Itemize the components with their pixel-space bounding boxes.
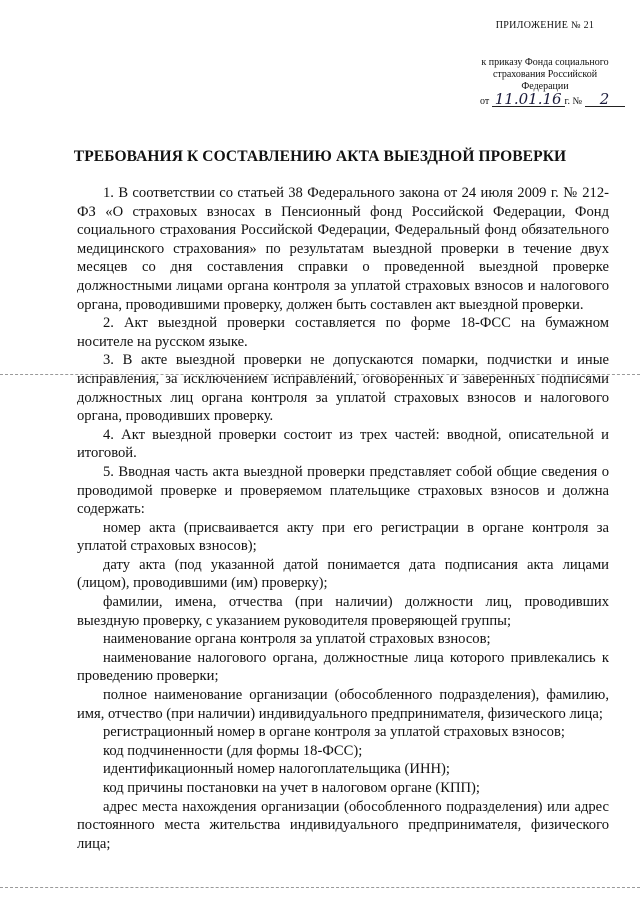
paragraph: наименование налогового органа, должностные лица которого привлекались к проведению проверки;	[77, 649, 609, 685]
paragraph: адрес места нахождения организации (обособленного подразделения) или адрес постоянного места жительства индивидуального предпринимателя, физического лица;	[77, 798, 609, 852]
paragraph: 2. Акт выездной проверки составляется по форме 18-ФСС на бумажном носителе на русском языке.	[77, 315, 609, 350]
date-mid: г. №	[564, 96, 583, 107]
page-title: ТРЕБОВАНИЯ К СОСТАВЛЕНИЮ АКТА ВЫЕЗДНОЙ ПРОВЕРКИ	[73, 148, 567, 165]
appendix-header	[470, 20, 620, 108]
paragraph: полное наименование организации (обособленного подразделения), фамилию, имя, отчество (при наличии) индивидуального предпринимателя, физического лица;	[77, 687, 609, 722]
paragraph: код причины постановки на учет в налоговом органе (КПП);	[103, 780, 480, 796]
appendix-subtitle-line: Федерации	[521, 81, 569, 92]
appendix-subtitle-line: к приказу Фонда социального	[481, 57, 609, 68]
handwritten-date: 11.01.16	[492, 93, 565, 107]
paragraph: код подчиненности (для формы 18-ФСС);	[103, 742, 363, 759]
paragraph: регистрационный номер в органе контроля за уплатой страховых взносов;	[103, 724, 565, 741]
paragraph: номер акта (присваивается акту при его регистрации в органе контроля за уплатой страховых взносов);	[77, 519, 609, 555]
appendix-subtitle-line: страхования Российской	[492, 69, 598, 80]
paragraph: наименование органа контроля за уплатой страховых взносов;	[103, 631, 491, 648]
order-date-line	[470, 90, 620, 108]
document-body	[77, 184, 609, 853]
paragraph: 4. Акт выездной проверки состоит из трех частей: вводной, описательной и итоговой.	[77, 426, 609, 462]
appendix-subtitle	[470, 57, 620, 93]
paragraph: идентификационный номер налогоплательщика (ИНН);	[103, 761, 450, 778]
handwritten-number: 2	[585, 93, 625, 107]
paragraph: 3. В акте выездной проверки не допускаются помарки, подчистки и иные исправления, за исключением исправлений, оговоренных и заверенных подписями должностных лиц органа контроля за уплатой страховых взносов и налогового органа, проводивших проверку.	[77, 352, 609, 425]
date-prefix: от	[480, 96, 490, 107]
scan-artifact-line	[0, 374, 640, 375]
paragraph: дату акта (под указанной датой понимается дата подписания акта лицами (лицом), проводившими (им) проверку);	[77, 556, 609, 592]
appendix-title: ПРИЛОЖЕНИЕ № 21	[495, 20, 595, 31]
paragraph: фамилии, имена, отчества (при наличии) должности лиц, проводивших выездную проверку, с указанием руководителя проверяющей группы;	[77, 594, 609, 629]
scan-artifact-line	[0, 887, 640, 888]
paragraph: 1. В соответствии со статьей 38 Федерального закона от 24 июля 2009 г. № 212-ФЗ «О страховых взносах в Пенсионный фонд Российской Федерации, Фонд социального страхования Российской Федерации, Федеральный фонд обязательного медицинского страхования» по результатам выездной проверки в течение двух месяцев со дня составления справки о проведенной выездной проверке должностными лицами органа контроля за уплатой страховых взносов и налогового органа, проводившими проверку, должен быть составлен акт выездной проверки.	[77, 185, 609, 313]
paragraph: 5. Вводная часть акта выездной проверки представляет собой общие сведения о проводимой проверке и проверяемом плательщике страховых взносов и должна содержать:	[77, 463, 609, 518]
